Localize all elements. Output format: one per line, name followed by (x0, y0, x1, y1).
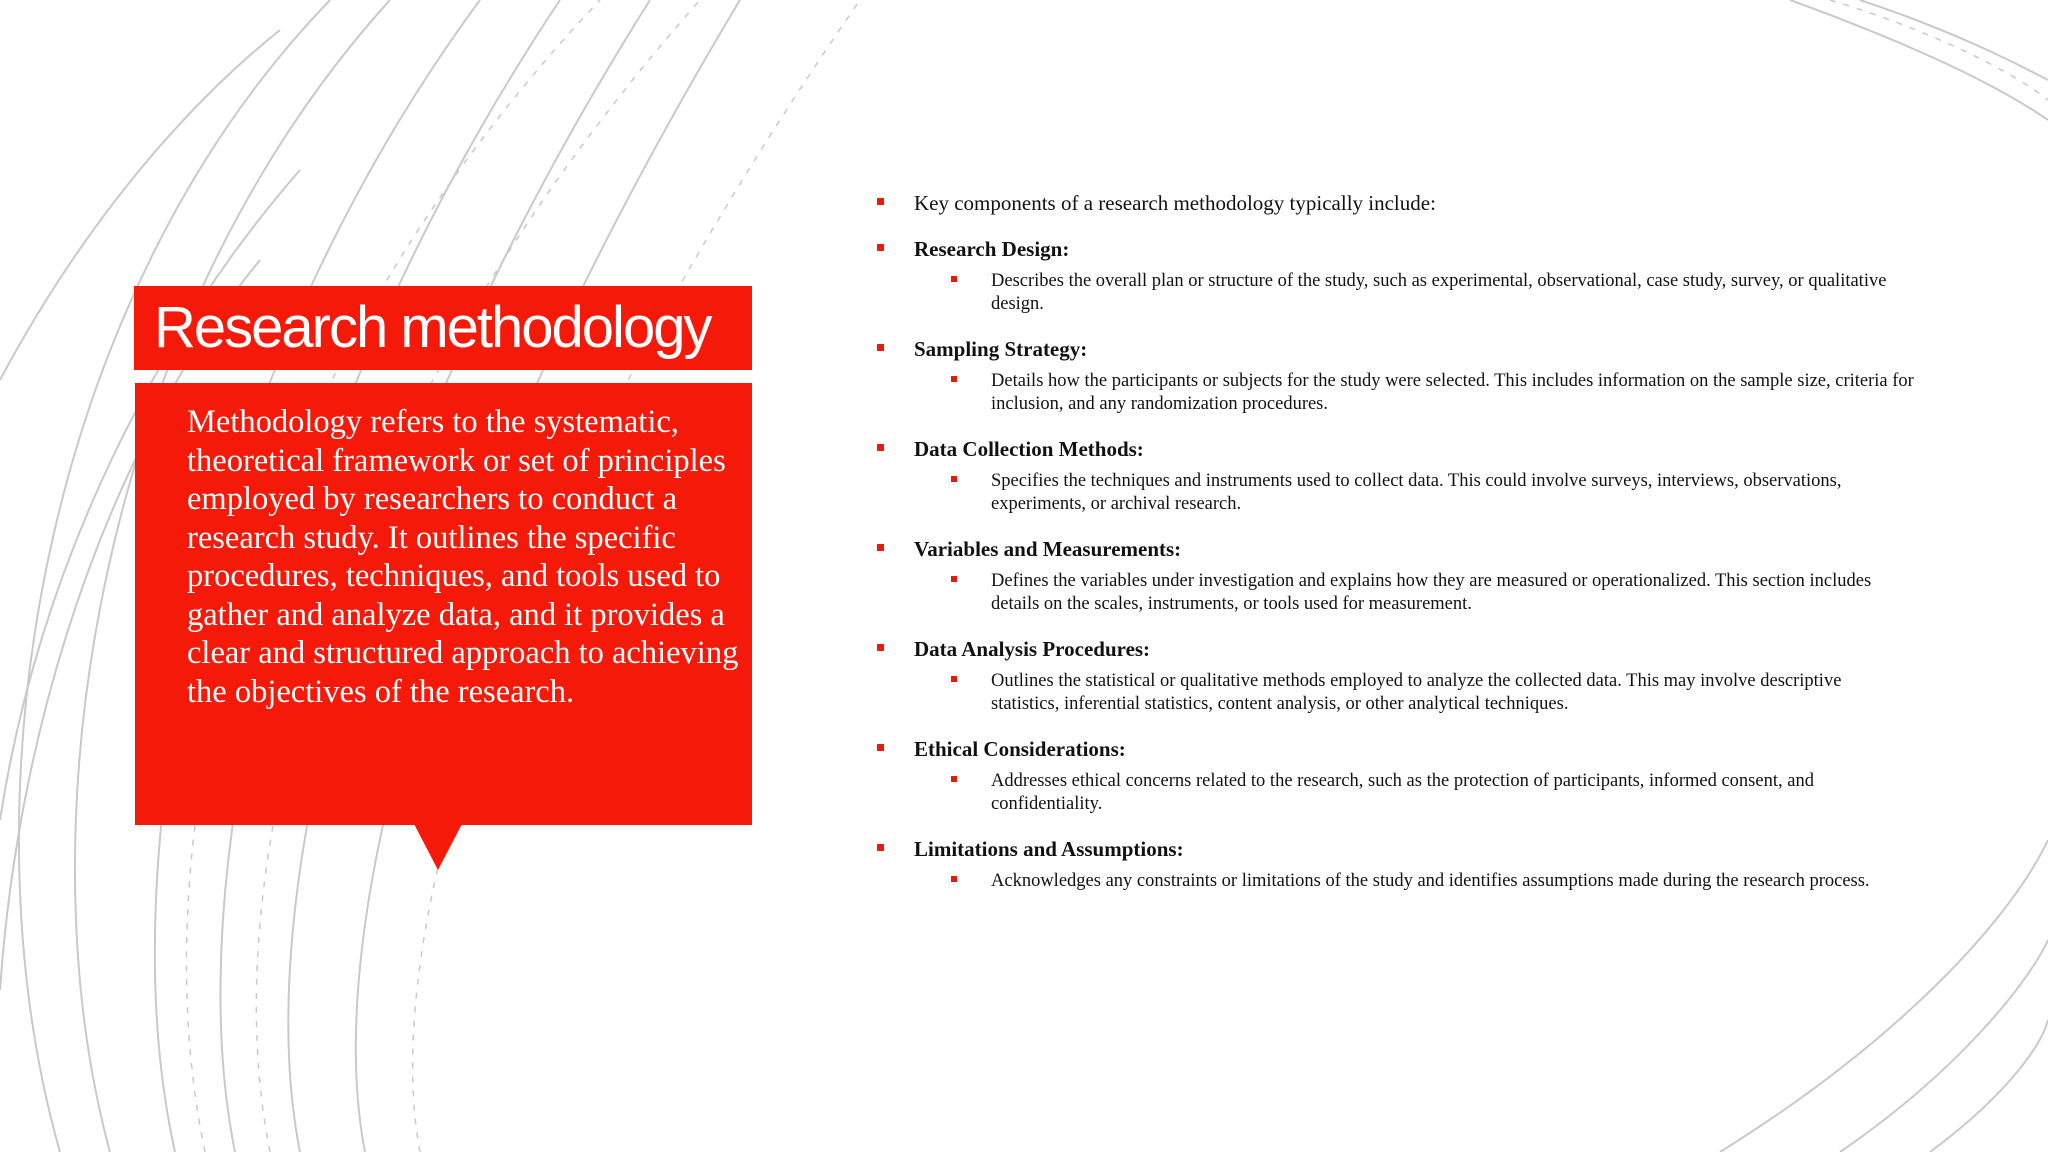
arc (1840, 940, 2048, 1152)
component-detail (951, 470, 1914, 516)
component-heading-text: Research Design: (914, 237, 1070, 261)
component-ethical-considerations (874, 736, 1914, 816)
bullet-square-icon (951, 476, 957, 482)
bullet-square-icon (951, 376, 957, 382)
arc (1930, 1020, 2048, 1152)
component-detail-text: Acknowledges any constraints or limitations of the study and identifies assumptions made during the research process. (991, 871, 1870, 891)
component-heading (874, 436, 1914, 462)
component-detail-text: Addresses ethical concerns related to the research, such as the protection of participants, informed consent, and confidentiality. (991, 771, 1814, 814)
intro-text: Key components of a research methodology typically include: (914, 191, 1436, 215)
component-heading-text: Variables and Measurements: (914, 537, 1182, 561)
component-heading-text: Sampling Strategy: (914, 337, 1088, 361)
bullet-square-icon (877, 198, 884, 205)
component-detail (951, 370, 1914, 416)
bullet-square-icon (877, 544, 884, 551)
component-detail-text: Defines the variables under investigation and explains how they are measured or operationalized. This section includes details on the scales, instruments, or tools used for measurement. (991, 571, 1872, 614)
bullet-square-icon (951, 676, 957, 682)
component-detail (951, 270, 1914, 316)
bullet-square-icon (951, 876, 957, 882)
bullet-square-icon (951, 276, 957, 282)
component-data-analysis-procedures (874, 636, 1914, 716)
component-heading (874, 536, 1914, 562)
arc-dashed (1830, 0, 2048, 100)
description-box (135, 383, 752, 825)
component-detail (951, 770, 1914, 816)
component-heading (874, 636, 1914, 662)
bullet-square-icon (877, 844, 884, 851)
component-detail-text: Details how the participants or subjects for the study were selected. This includes information on the sample size, criteria for inclusion, and any randomization procedures. (991, 371, 1914, 414)
component-heading (874, 336, 1914, 362)
component-heading-text: Ethical Considerations: (914, 737, 1126, 761)
bullet-square-icon (877, 344, 884, 351)
bullet-square-icon (877, 644, 884, 651)
component-limitations-and-assumptions (874, 836, 1914, 916)
bullet-square-icon (951, 776, 957, 782)
component-detail-text: Outlines the statistical or qualitative methods employed to analyze the collected data. This may involve descriptive statistics, inferential statistics, content analysis, or other analytical techniques. (991, 671, 1842, 714)
component-detail (951, 670, 1914, 716)
intro-item (874, 190, 1914, 216)
slide-title: Research methodology (154, 295, 711, 360)
title-box (134, 286, 752, 370)
component-heading-text: Limitations and Assumptions: (914, 837, 1184, 861)
component-heading (874, 236, 1914, 262)
bullet-square-icon (877, 744, 884, 751)
component-heading-text: Data Analysis Procedures: (914, 637, 1151, 661)
component-variables-and-measurements (874, 536, 1914, 616)
component-data-collection-methods (874, 436, 1914, 516)
bullet-square-icon (951, 576, 957, 582)
component-detail-text: Specifies the techniques and instruments used to collect data. This could involve surveys, interviews, observations, experiments, or archival research. (991, 471, 1842, 514)
description-text: Methodology refers to the systematic, theoretical framework or set of principles employed by researchers to conduct a research study. It outlines the specific procedures, techniques, and tools used to gather and analyze data, and it provides a clear and structured approach to achieving the objectives of the research. (187, 404, 739, 710)
component-heading (874, 736, 1914, 762)
component-sampling-strategy (874, 336, 1914, 416)
component-research-design (874, 236, 1914, 316)
component-heading-text: Data Collection Methods: (914, 437, 1144, 461)
callout-pointer (414, 824, 462, 870)
content-list (874, 190, 1914, 936)
component-detail (951, 570, 1914, 616)
component-detail-text: Describes the overall plan or structure of the study, such as experimental, observational, case study, survey, or qualitative design. (991, 271, 1887, 314)
component-detail (951, 870, 1914, 916)
bullet-square-icon (877, 244, 884, 251)
component-heading (874, 836, 1914, 862)
bullet-square-icon (877, 444, 884, 451)
